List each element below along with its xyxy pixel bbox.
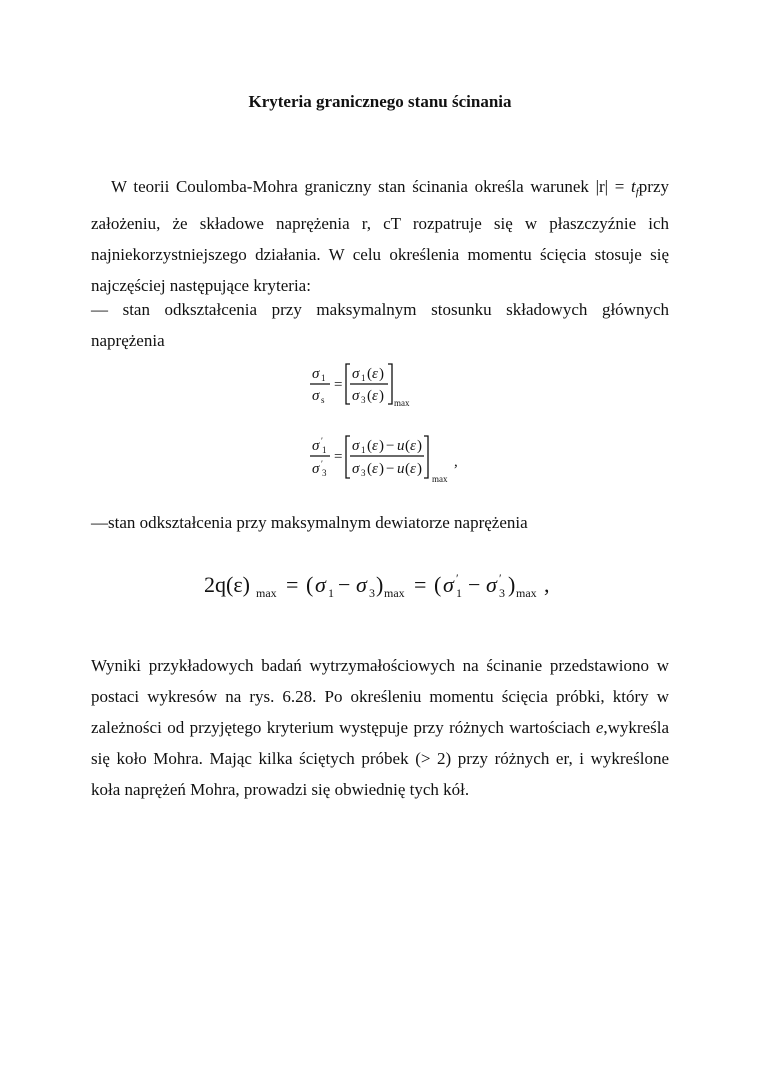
formula-deviator: [198, 560, 568, 608]
formula-deviator-svg: [198, 560, 568, 608]
f2-sigma-den: σ: [312, 461, 320, 477]
svg-text:,: ,: [544, 572, 550, 597]
svg-text:′: ′: [456, 571, 459, 585]
svg-text:(: (: [306, 572, 314, 597]
f1-num-sigma: σ: [352, 366, 360, 382]
f1-num-eps: ε: [372, 366, 378, 382]
svg-text:): ): [508, 572, 516, 597]
svg-text:ε: ε: [372, 461, 378, 477]
f1-sub-num: 1: [321, 373, 326, 383]
svg-text:ε: ε: [410, 438, 416, 454]
f3-max-2: max: [384, 586, 405, 600]
eps-symbol: e: [595, 718, 604, 737]
paragraph-intro: [91, 171, 669, 301]
svg-text:3: 3: [361, 468, 366, 478]
svg-text:3: 3: [499, 586, 505, 600]
svg-text:): ): [379, 438, 384, 454]
svg-text:−: −: [468, 572, 481, 597]
f1-den-sigma: σ: [352, 388, 360, 404]
svg-text:ε: ε: [410, 461, 416, 477]
svg-text:): ): [379, 461, 384, 477]
t-subscript: f: [635, 186, 639, 198]
svg-text:(: (: [367, 438, 372, 454]
f1-sigma-num: σ: [312, 366, 320, 382]
svg-text:(: (: [367, 388, 372, 404]
f1-den-eps: ε: [372, 388, 378, 404]
svg-text:): ): [379, 388, 384, 404]
svg-text:(: (: [405, 438, 410, 454]
f2-prime-den: ′: [321, 459, 323, 469]
f1-equals: =: [334, 377, 343, 393]
f2-equals: =: [334, 449, 343, 465]
paragraph-results: [91, 650, 669, 805]
t-symbol: t: [630, 177, 636, 196]
svg-text:3: 3: [369, 586, 375, 600]
svg-text:−: −: [338, 572, 351, 597]
f1-den-sub: 3: [361, 395, 366, 405]
svg-text:′: ′: [499, 571, 502, 585]
svg-text:(: (: [405, 461, 410, 477]
f2-prime-num: ′: [321, 436, 323, 446]
svg-text:σ: σ: [356, 572, 367, 597]
paragraph-criterion-1: — stan odkształcenia przy maksymalnym stosunku składowych głównych naprężenia: [91, 300, 669, 350]
svg-text:): ): [417, 461, 422, 477]
f2-sub-num: 1: [322, 445, 327, 455]
svg-text:−: −: [386, 461, 395, 477]
svg-text:,: ,: [454, 454, 458, 470]
f3-max-3: max: [516, 586, 537, 600]
svg-text:−: −: [386, 438, 395, 454]
svg-text:(: (: [367, 461, 372, 477]
svg-text:(: (: [367, 366, 372, 382]
svg-text:σ: σ: [352, 461, 360, 477]
svg-text:): ): [417, 438, 422, 454]
svg-text:u: u: [397, 438, 405, 454]
formula-stress-ratio-svg: [286, 360, 476, 488]
f3-equals-2: =: [414, 572, 427, 597]
svg-text:1: 1: [328, 586, 334, 600]
svg-text:): ): [376, 572, 384, 597]
svg-text:(: (: [434, 572, 442, 597]
svg-text:σ: σ: [486, 572, 497, 597]
f2-sub-den: 3: [322, 468, 327, 478]
svg-text:σ: σ: [443, 572, 454, 597]
svg-text:1: 1: [361, 445, 366, 455]
results-part2: ,wykreśla się koło Mohra. Mając kilka ściętych próbek (> 2) przy różnych er, i wykreślone koła naprężeń Mohra, prowadzi się obwiednię tych kół.: [91, 718, 669, 799]
page-title: Kryteria granicznego stanu ścinania: [248, 92, 512, 111]
svg-text:σ: σ: [315, 572, 326, 597]
svg-text:u: u: [397, 461, 405, 477]
intro-lead: W teorii Coulomba-Mohra graniczny stan ścinania określa warunek |r| =: [111, 177, 631, 196]
f2-sigma-num: σ: [312, 438, 320, 454]
svg-text:): ): [379, 366, 384, 382]
svg-text:1: 1: [456, 586, 462, 600]
svg-text:σ: σ: [352, 438, 360, 454]
f3-max-1: max: [256, 586, 277, 600]
f1-sigma-den: σ: [312, 388, 320, 404]
svg-text:ε: ε: [372, 438, 378, 454]
results-part1: Wyniki przykładowych badań wytrzymałościowych na ścinanie przedstawiono w postaci wykresów na rys. 6.28. Po określeniu momentu ścięcia próbki, który w zależności od przyjętego kryterium występuje przy różnych wartościach: [91, 656, 669, 737]
f3-equals-1: =: [286, 572, 299, 597]
f1-max: max: [394, 398, 410, 408]
paragraph-criterion-2: —stan odkształcenia przy maksymalnym dewiatorze naprężenia: [91, 513, 528, 532]
f2-max: max: [432, 474, 448, 484]
intro-rest: przy założeniu, że składowe naprężenia r, cT rozpatruje się w płaszczyźnie ich najniekorzystniejszego działania. W celu określenia momentu ścięcia stosuje się najczęściej następujące kryteria:: [91, 177, 669, 295]
f1-num-sub: 1: [361, 373, 366, 383]
f1-sub-den: s: [321, 395, 325, 405]
f3-lhs: 2q(ε): [204, 572, 250, 597]
formula-stress-ratio: [286, 360, 476, 488]
